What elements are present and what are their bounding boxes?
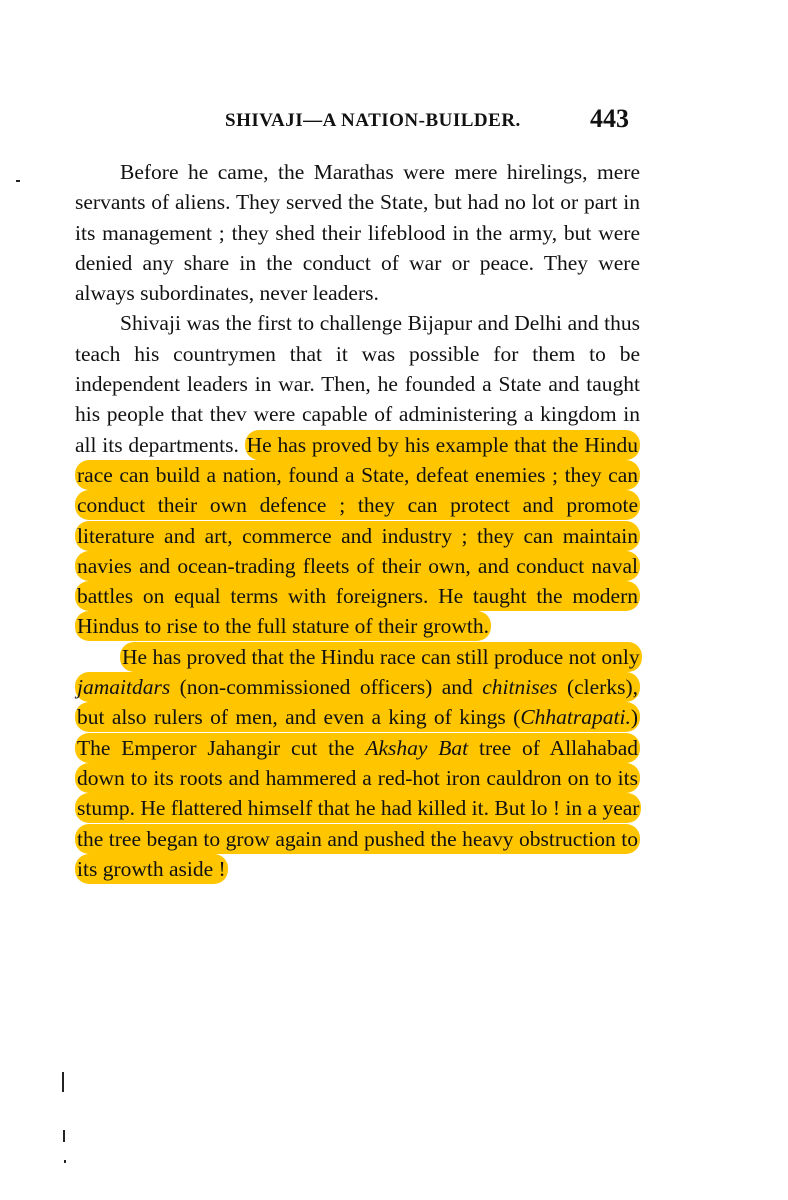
term-akshay-bat: Akshay Bat — [365, 735, 469, 760]
p3-text-b: (non-commissioned officers) and — [179, 675, 473, 700]
scan-speck — [62, 1072, 64, 1092]
p3-text-e: tree of Allahabad down to its roots and hammered a red-hot iron cauldron on to its stump. He flattered himself that he had killed it. But lo ! in a year the tree began to grow again and pushed the heavy obstruction to its growth aside ! — [77, 735, 640, 881]
p3-text-d: ) The Emperor Jahangir cut the — [77, 705, 638, 760]
paragraph-3 — [75, 642, 640, 884]
body-text — [75, 157, 640, 884]
paragraph-1: Before he came, the Marathas were mere hirelings, mere servants of aliens. They served the State, but had no lot or part in its management ; they shed their lifeblood in the army, but were denied any share in the conduct of war or peace. They were always subordinates, never leaders. — [75, 160, 640, 306]
running-title: SHIVAJI—A NATION-BUILDER. — [225, 110, 521, 131]
page-number: 443 — [590, 104, 629, 133]
term-chhatrapati: Chhatrapati. — [520, 705, 631, 730]
scan-speck — [63, 1130, 65, 1142]
p3-text-a: He has proved that the Hindu race can still produce not only — [122, 644, 640, 669]
scan-speck — [64, 1160, 66, 1163]
p3-text-c: (clerks), but also rulers of men, and even a king of kings ( — [77, 675, 638, 730]
paragraph-2-text: Shivaji was the first to challenge Bijapur and Delhi and thus teach his countrymen that it was possible for them to be independent leaders in war. Then, he founded a State and taught his people that thev were capable of administering a kingdom in all its departments. — [75, 311, 640, 457]
term-jamaitdars: jamaitdars — [77, 675, 171, 700]
paragraph-2 — [75, 308, 640, 641]
term-chitnises: chitnises — [482, 675, 558, 700]
scan-speck — [16, 180, 20, 182]
highlighted-passage-2 — [75, 642, 642, 884]
highlighted-passage-1: He has proved by his example that the Hindu race can build a nation, found a State, defeat enemies ; they can conduct their own defence ; they can protect and promote literature and art, commerce and industry ; they can maintain navies and ocean-trading fleets of their own, and conduct naval battles on equal terms with foreigners. He taught the modern Hindus to rise to the full stature of their growth. — [75, 430, 640, 642]
